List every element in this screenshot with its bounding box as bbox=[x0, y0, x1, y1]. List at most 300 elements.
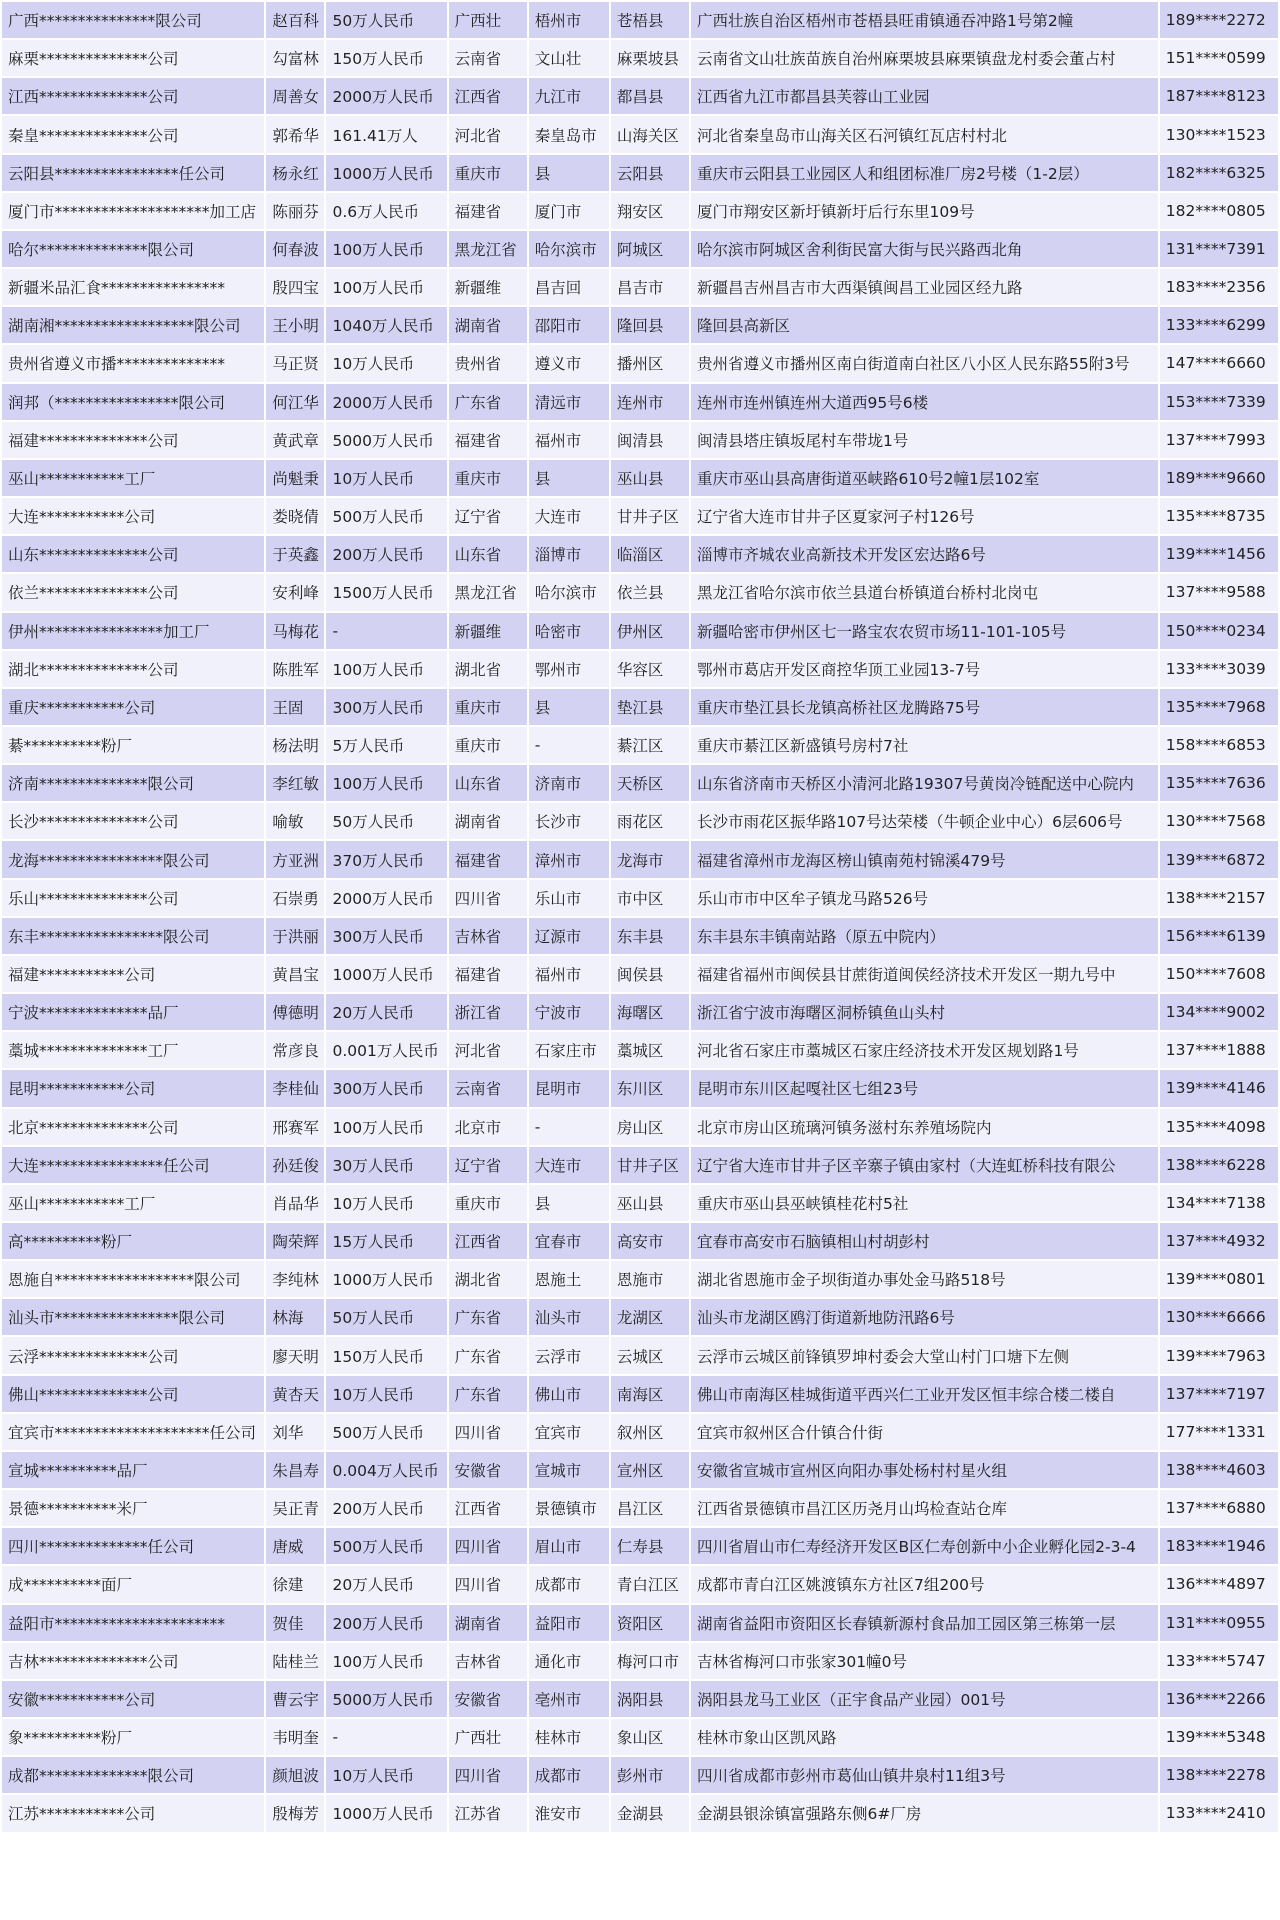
address-cell: 宜春市高安市石脑镇相山村胡彭村 bbox=[691, 1223, 1158, 1259]
company-name-cell: 福建**************公司 bbox=[2, 422, 264, 458]
registered-capital-cell: 500万人民币 bbox=[326, 498, 446, 534]
address-cell: 广西壮族自治区梧州市苍梧县旺甫镇通吞冲路1号第2幢 bbox=[691, 2, 1158, 38]
city-cell: 昆明市 bbox=[529, 1070, 609, 1106]
company-name-cell: 贵州省遵义市播************** bbox=[2, 345, 264, 381]
table-row bbox=[2, 536, 1278, 572]
contact-name-cell: 韦明奎 bbox=[266, 1719, 324, 1755]
province-cell: 四川省 bbox=[449, 1757, 527, 1793]
district-cell: 宣州区 bbox=[611, 1452, 689, 1488]
province-cell: 福建省 bbox=[449, 422, 527, 458]
table-row bbox=[2, 841, 1278, 877]
contact-name-cell: 刘华 bbox=[266, 1414, 324, 1450]
address-cell: 云南省文山壮族苗族自治州麻栗坡县麻栗镇盘龙村委会董占村 bbox=[691, 40, 1158, 76]
table-row bbox=[2, 155, 1278, 191]
city-cell: 石家庄市 bbox=[529, 1032, 609, 1068]
city-cell: 昌吉回 bbox=[529, 269, 609, 305]
district-cell: 恩施市 bbox=[611, 1261, 689, 1297]
registered-capital-cell: 1000万人民币 bbox=[326, 1261, 446, 1297]
table-row bbox=[2, 689, 1278, 725]
contact-name-cell: 贺佳 bbox=[266, 1605, 324, 1641]
phone-cell: 182****6325 bbox=[1160, 155, 1278, 191]
phone-cell: 177****1331 bbox=[1160, 1414, 1278, 1450]
company-name-cell: 安徽***********公司 bbox=[2, 1681, 264, 1717]
registered-capital-cell: 100万人民币 bbox=[326, 765, 446, 801]
address-cell: 江西省景德镇市昌江区历尧月山坞检查站仓库 bbox=[691, 1490, 1158, 1526]
city-cell: 哈密市 bbox=[529, 613, 609, 649]
table-row bbox=[2, 994, 1278, 1030]
city-cell: 县 bbox=[529, 689, 609, 725]
district-cell: 闽侯县 bbox=[611, 956, 689, 992]
city-cell: 遵义市 bbox=[529, 345, 609, 381]
district-cell: 涡阳县 bbox=[611, 1681, 689, 1717]
table-row bbox=[2, 384, 1278, 420]
city-cell: 通化市 bbox=[529, 1643, 609, 1679]
address-cell: 长沙市雨花区振华路107号达荣楼（牛顿企业中心）6层606号 bbox=[691, 803, 1158, 839]
address-cell: 金湖县银涂镇富强路东侧6#厂房 bbox=[691, 1795, 1158, 1831]
contact-name-cell: 喻敏 bbox=[266, 803, 324, 839]
district-cell: 资阳区 bbox=[611, 1605, 689, 1641]
contact-name-cell: 陈胜军 bbox=[266, 651, 324, 687]
phone-cell: 189****9660 bbox=[1160, 460, 1278, 496]
contact-name-cell: 肖品华 bbox=[266, 1185, 324, 1221]
city-cell: 福州市 bbox=[529, 956, 609, 992]
registered-capital-cell: 50万人民币 bbox=[326, 803, 446, 839]
table-row bbox=[2, 880, 1278, 916]
contact-name-cell: 林海 bbox=[266, 1299, 324, 1335]
company-name-cell: 成**********面厂 bbox=[2, 1566, 264, 1602]
table-row bbox=[2, 40, 1278, 76]
contact-name-cell: 常彦良 bbox=[266, 1032, 324, 1068]
phone-cell: 134****9002 bbox=[1160, 994, 1278, 1030]
city-cell: 大连市 bbox=[529, 498, 609, 534]
registered-capital-cell: 0.6万人民币 bbox=[326, 193, 446, 229]
phone-cell: 137****7197 bbox=[1160, 1376, 1278, 1412]
phone-cell: 147****6660 bbox=[1160, 345, 1278, 381]
address-cell: 江西省九江市都昌县芙蓉山工业园 bbox=[691, 78, 1158, 114]
table-row bbox=[2, 1490, 1278, 1526]
phone-cell: 139****4146 bbox=[1160, 1070, 1278, 1106]
province-cell: 广西壮 bbox=[449, 2, 527, 38]
registered-capital-cell: 30万人民币 bbox=[326, 1147, 446, 1183]
district-cell: 龙湖区 bbox=[611, 1299, 689, 1335]
company-name-cell: 伊州****************加工厂 bbox=[2, 613, 264, 649]
phone-cell: 150****0234 bbox=[1160, 613, 1278, 649]
registered-capital-cell: 20万人民币 bbox=[326, 994, 446, 1030]
contact-name-cell: 黄杏天 bbox=[266, 1376, 324, 1412]
city-cell: 哈尔滨市 bbox=[529, 574, 609, 610]
company-name-cell: 恩施自******************限公司 bbox=[2, 1261, 264, 1297]
province-cell: 吉林省 bbox=[449, 918, 527, 954]
province-cell: 新疆维 bbox=[449, 269, 527, 305]
address-cell: 湖南省益阳市资阳区长春镇新源村食品加工园区第三栋第一层 bbox=[691, 1605, 1158, 1641]
phone-cell: 189****2272 bbox=[1160, 2, 1278, 38]
address-cell: 桂林市象山区凯风路 bbox=[691, 1719, 1158, 1755]
province-cell: 黑龙江省 bbox=[449, 231, 527, 267]
district-cell: 雨花区 bbox=[611, 803, 689, 839]
contact-name-cell: 方亚洲 bbox=[266, 841, 324, 877]
phone-cell: 138****4603 bbox=[1160, 1452, 1278, 1488]
phone-cell: 135****7636 bbox=[1160, 765, 1278, 801]
phone-cell: 135****8735 bbox=[1160, 498, 1278, 534]
city-cell: 景德镇市 bbox=[529, 1490, 609, 1526]
province-cell: 福建省 bbox=[449, 956, 527, 992]
address-cell: 涡阳县龙马工业区（正宇食品产业园）001号 bbox=[691, 1681, 1158, 1717]
registered-capital-cell: 1040万人民币 bbox=[326, 307, 446, 343]
phone-cell: 134****7138 bbox=[1160, 1185, 1278, 1221]
contact-name-cell: 邢赛军 bbox=[266, 1109, 324, 1145]
registered-capital-cell: 100万人民币 bbox=[326, 1643, 446, 1679]
contact-name-cell: 廖天明 bbox=[266, 1337, 324, 1373]
district-cell: 龙海市 bbox=[611, 841, 689, 877]
phone-cell: 158****6853 bbox=[1160, 727, 1278, 763]
city-cell: 宜春市 bbox=[529, 1223, 609, 1259]
address-cell: 东丰县东丰镇南站路（原五中院内） bbox=[691, 918, 1158, 954]
address-cell: 吉林省梅河口市张家301幢0号 bbox=[691, 1643, 1158, 1679]
registered-capital-cell: 500万人民币 bbox=[326, 1528, 446, 1564]
company-name-cell: 藁城**************工厂 bbox=[2, 1032, 264, 1068]
table-row bbox=[2, 422, 1278, 458]
city-cell: 长沙市 bbox=[529, 803, 609, 839]
phone-cell: 139****6872 bbox=[1160, 841, 1278, 877]
contact-name-cell: 勾富林 bbox=[266, 40, 324, 76]
address-cell: 宜宾市叙州区合什镇合什街 bbox=[691, 1414, 1158, 1450]
registered-capital-cell: 10万人民币 bbox=[326, 1376, 446, 1412]
company-name-cell: 四川**************任公司 bbox=[2, 1528, 264, 1564]
company-name-cell: 昆明***********公司 bbox=[2, 1070, 264, 1106]
address-cell: 哈尔滨市阿城区舍利街民富大街与民兴路西北角 bbox=[691, 231, 1158, 267]
city-cell: 桂林市 bbox=[529, 1719, 609, 1755]
registered-capital-cell: 10万人民币 bbox=[326, 1757, 446, 1793]
registered-capital-cell: 20万人民币 bbox=[326, 1566, 446, 1602]
company-name-cell: 北京**************公司 bbox=[2, 1109, 264, 1145]
table-row bbox=[2, 1185, 1278, 1221]
table-row bbox=[2, 1070, 1278, 1106]
contact-name-cell: 石崇勇 bbox=[266, 880, 324, 916]
contact-name-cell: 傅德明 bbox=[266, 994, 324, 1030]
company-name-cell: 湖北**************公司 bbox=[2, 651, 264, 687]
company-name-cell: 济南**************限公司 bbox=[2, 765, 264, 801]
table-row bbox=[2, 1605, 1278, 1641]
contact-name-cell: 徐建 bbox=[266, 1566, 324, 1602]
address-cell: 辽宁省大连市甘井子区辛寨子镇由家村（大连虹桥科技有限公 bbox=[691, 1147, 1158, 1183]
province-cell: 安徽省 bbox=[449, 1452, 527, 1488]
district-cell: 叙州区 bbox=[611, 1414, 689, 1450]
district-cell: 都昌县 bbox=[611, 78, 689, 114]
city-cell: 汕头市 bbox=[529, 1299, 609, 1335]
address-cell: 汕头市龙湖区鸥汀街道新地防汛路6号 bbox=[691, 1299, 1158, 1335]
address-cell: 重庆市巫山县巫峡镇桂花村5社 bbox=[691, 1185, 1158, 1221]
phone-cell: 182****0805 bbox=[1160, 193, 1278, 229]
province-cell: 重庆市 bbox=[449, 689, 527, 725]
province-cell: 广东省 bbox=[449, 1299, 527, 1335]
province-cell: 新疆维 bbox=[449, 613, 527, 649]
contact-name-cell: 于洪丽 bbox=[266, 918, 324, 954]
province-cell: 四川省 bbox=[449, 1528, 527, 1564]
company-name-cell: 哈尔**************限公司 bbox=[2, 231, 264, 267]
company-name-cell: 东丰****************限公司 bbox=[2, 918, 264, 954]
phone-cell: 131****0955 bbox=[1160, 1605, 1278, 1641]
contact-name-cell: 黄昌宝 bbox=[266, 956, 324, 992]
phone-cell: 133****2410 bbox=[1160, 1795, 1278, 1831]
city-cell: 宣城市 bbox=[529, 1452, 609, 1488]
province-cell: 吉林省 bbox=[449, 1643, 527, 1679]
company-name-cell: 广西***************限公司 bbox=[2, 2, 264, 38]
table-row bbox=[2, 498, 1278, 534]
district-cell: 巫山县 bbox=[611, 460, 689, 496]
province-cell: 湖南省 bbox=[449, 1605, 527, 1641]
province-cell: 河北省 bbox=[449, 116, 527, 152]
table-row bbox=[2, 956, 1278, 992]
province-cell: 江西省 bbox=[449, 1223, 527, 1259]
province-cell: 重庆市 bbox=[449, 155, 527, 191]
company-name-cell: 山东**************公司 bbox=[2, 536, 264, 572]
table-row bbox=[2, 1376, 1278, 1412]
table-row bbox=[2, 1795, 1278, 1831]
contact-name-cell: 杨法明 bbox=[266, 727, 324, 763]
registered-capital-cell: 50万人民币 bbox=[326, 1299, 446, 1335]
province-cell: 黑龙江省 bbox=[449, 574, 527, 610]
phone-cell: 137****1888 bbox=[1160, 1032, 1278, 1068]
company-name-cell: 云浮**************公司 bbox=[2, 1337, 264, 1373]
city-cell: 县 bbox=[529, 460, 609, 496]
registered-capital-cell: 5000万人民币 bbox=[326, 1681, 446, 1717]
province-cell: 山东省 bbox=[449, 536, 527, 572]
city-cell: 漳州市 bbox=[529, 841, 609, 877]
company-name-cell: 重庆***********公司 bbox=[2, 689, 264, 725]
contact-name-cell: 周善女 bbox=[266, 78, 324, 114]
table-row bbox=[2, 613, 1278, 649]
contact-name-cell: 孙廷俊 bbox=[266, 1147, 324, 1183]
city-cell: 乐山市 bbox=[529, 880, 609, 916]
city-cell: 云浮市 bbox=[529, 1337, 609, 1373]
contact-name-cell: 赵百科 bbox=[266, 2, 324, 38]
city-cell: 大连市 bbox=[529, 1147, 609, 1183]
table-row bbox=[2, 1109, 1278, 1145]
address-cell: 重庆市云阳县工业园区人和组团标准厂房2号楼（1-2层） bbox=[691, 155, 1158, 191]
contact-name-cell: 安利峰 bbox=[266, 574, 324, 610]
table-row bbox=[2, 1261, 1278, 1297]
phone-cell: 133****5747 bbox=[1160, 1643, 1278, 1679]
address-cell: 连州市连州镇连州大道西95号6楼 bbox=[691, 384, 1158, 420]
registered-capital-cell: 10万人民币 bbox=[326, 345, 446, 381]
address-cell: 福建省漳州市龙海区榜山镇南苑村锦溪479号 bbox=[691, 841, 1158, 877]
address-cell: 云浮市云城区前锋镇罗坤村委会大堂山村门口塘下左侧 bbox=[691, 1337, 1158, 1373]
registered-capital-cell: 1000万人民币 bbox=[326, 1795, 446, 1831]
district-cell: 金湖县 bbox=[611, 1795, 689, 1831]
contact-name-cell: 马正贤 bbox=[266, 345, 324, 381]
city-cell: 县 bbox=[529, 155, 609, 191]
table-row bbox=[2, 2, 1278, 38]
company-name-cell: 宣城**********品厂 bbox=[2, 1452, 264, 1488]
registered-capital-cell: 300万人民币 bbox=[326, 1070, 446, 1106]
contact-name-cell: 陈丽芬 bbox=[266, 193, 324, 229]
city-cell: 鄂州市 bbox=[529, 651, 609, 687]
registered-capital-cell: 2000万人民币 bbox=[326, 880, 446, 916]
phone-cell: 136****2266 bbox=[1160, 1681, 1278, 1717]
city-cell: 恩施土 bbox=[529, 1261, 609, 1297]
city-cell: 县 bbox=[529, 1185, 609, 1221]
phone-cell: 150****7608 bbox=[1160, 956, 1278, 992]
province-cell: 河北省 bbox=[449, 1032, 527, 1068]
district-cell: 东丰县 bbox=[611, 918, 689, 954]
district-cell: 隆回县 bbox=[611, 307, 689, 343]
company-name-cell: 新疆米品汇食**************** bbox=[2, 269, 264, 305]
table-row bbox=[2, 803, 1278, 839]
company-name-cell: 吉林**************公司 bbox=[2, 1643, 264, 1679]
table-row bbox=[2, 1528, 1278, 1564]
registered-capital-cell: 370万人民币 bbox=[326, 841, 446, 877]
district-cell: 梅河口市 bbox=[611, 1643, 689, 1679]
province-cell: 云南省 bbox=[449, 1070, 527, 1106]
phone-cell: 139****1456 bbox=[1160, 536, 1278, 572]
phone-cell: 130****6666 bbox=[1160, 1299, 1278, 1335]
district-cell: 昌吉市 bbox=[611, 269, 689, 305]
district-cell: 连州市 bbox=[611, 384, 689, 420]
company-name-cell: 龙海****************限公司 bbox=[2, 841, 264, 877]
address-cell: 安徽省宣城市宣州区向阳办事处杨村村星火组 bbox=[691, 1452, 1158, 1488]
table-row bbox=[2, 1643, 1278, 1679]
contact-name-cell: 颜旭波 bbox=[266, 1757, 324, 1793]
phone-cell: 153****7339 bbox=[1160, 384, 1278, 420]
table-row bbox=[2, 1452, 1278, 1488]
district-cell: 阿城区 bbox=[611, 231, 689, 267]
phone-cell: 136****4897 bbox=[1160, 1566, 1278, 1602]
city-cell: 哈尔滨市 bbox=[529, 231, 609, 267]
district-cell: 昌江区 bbox=[611, 1490, 689, 1526]
company-name-cell: 宁波**************品厂 bbox=[2, 994, 264, 1030]
phone-cell: 138****6228 bbox=[1160, 1147, 1278, 1183]
company-name-cell: 江西**************公司 bbox=[2, 78, 264, 114]
district-cell: 綦江区 bbox=[611, 727, 689, 763]
city-cell: 淮安市 bbox=[529, 1795, 609, 1831]
district-cell: 房山区 bbox=[611, 1109, 689, 1145]
district-cell: 华容区 bbox=[611, 651, 689, 687]
table-row bbox=[2, 1681, 1278, 1717]
district-cell: 天桥区 bbox=[611, 765, 689, 801]
company-name-cell: 麻栗**************公司 bbox=[2, 40, 264, 76]
city-cell: 亳州市 bbox=[529, 1681, 609, 1717]
district-cell: 依兰县 bbox=[611, 574, 689, 610]
district-cell: 青白江区 bbox=[611, 1566, 689, 1602]
company-name-cell: 成都**************限公司 bbox=[2, 1757, 264, 1793]
district-cell: 伊州区 bbox=[611, 613, 689, 649]
province-cell: 重庆市 bbox=[449, 727, 527, 763]
contact-name-cell: 王小明 bbox=[266, 307, 324, 343]
company-name-cell: 巫山***********工厂 bbox=[2, 1185, 264, 1221]
table-row bbox=[2, 193, 1278, 229]
phone-cell: 156****6139 bbox=[1160, 918, 1278, 954]
city-cell: 邵阳市 bbox=[529, 307, 609, 343]
address-cell: 河北省石家庄市藁城区石家庄经济技术开发区规划路1号 bbox=[691, 1032, 1158, 1068]
company-name-cell: 大连***********公司 bbox=[2, 498, 264, 534]
phone-cell: 138****2278 bbox=[1160, 1757, 1278, 1793]
table-row bbox=[2, 1566, 1278, 1602]
province-cell: 广东省 bbox=[449, 1376, 527, 1412]
contact-name-cell: 李桂仙 bbox=[266, 1070, 324, 1106]
phone-cell: 130****1523 bbox=[1160, 116, 1278, 152]
city-cell: 福州市 bbox=[529, 422, 609, 458]
registered-capital-cell: 200万人民币 bbox=[326, 536, 446, 572]
company-name-cell: 乐山**************公司 bbox=[2, 880, 264, 916]
address-cell: 北京市房山区琉璃河镇务滋村东养殖场院内 bbox=[691, 1109, 1158, 1145]
province-cell: 广西壮 bbox=[449, 1719, 527, 1755]
table-row bbox=[2, 460, 1278, 496]
district-cell: 高安市 bbox=[611, 1223, 689, 1259]
city-cell: 眉山市 bbox=[529, 1528, 609, 1564]
address-cell: 福建省福州市闽侯县甘蔗街道闽侯经济技术开发区一期九号中 bbox=[691, 956, 1158, 992]
province-cell: 四川省 bbox=[449, 1566, 527, 1602]
registered-capital-cell: 150万人民币 bbox=[326, 1337, 446, 1373]
company-name-cell: 巫山***********工厂 bbox=[2, 460, 264, 496]
district-cell: 象山区 bbox=[611, 1719, 689, 1755]
district-cell: 苍梧县 bbox=[611, 2, 689, 38]
address-cell: 贵州省遵义市播州区南白街道南白社区八小区人民东路55附3号 bbox=[691, 345, 1158, 381]
registered-capital-cell: 2000万人民币 bbox=[326, 384, 446, 420]
phone-cell: 183****1946 bbox=[1160, 1528, 1278, 1564]
contact-name-cell: 吴正青 bbox=[266, 1490, 324, 1526]
table-row bbox=[2, 1147, 1278, 1183]
registered-capital-cell: 500万人民币 bbox=[326, 1414, 446, 1450]
address-cell: 四川省眉山市仁寿经济开发区B区仁寿创新中小企业孵化园2-3-4 bbox=[691, 1528, 1158, 1564]
city-cell: - bbox=[529, 727, 609, 763]
company-name-cell: 润邦（****************限公司 bbox=[2, 384, 264, 420]
company-name-cell: 秦皇**************公司 bbox=[2, 116, 264, 152]
district-cell: 甘井子区 bbox=[611, 1147, 689, 1183]
registered-capital-cell: 150万人民币 bbox=[326, 40, 446, 76]
contact-name-cell: 娄晓倩 bbox=[266, 498, 324, 534]
phone-cell: 138****2157 bbox=[1160, 880, 1278, 916]
company-name-cell: 景德**********米厂 bbox=[2, 1490, 264, 1526]
phone-cell: 137****9588 bbox=[1160, 574, 1278, 610]
registered-capital-cell: 100万人民币 bbox=[326, 1109, 446, 1145]
registered-capital-cell: 0.004万人民币 bbox=[326, 1452, 446, 1488]
city-cell: 成都市 bbox=[529, 1757, 609, 1793]
city-cell: 成都市 bbox=[529, 1566, 609, 1602]
table-row bbox=[2, 231, 1278, 267]
company-name-cell: 云阳县****************任公司 bbox=[2, 155, 264, 191]
registered-capital-cell: 1500万人民币 bbox=[326, 574, 446, 610]
table-body bbox=[2, 2, 1278, 1832]
contact-name-cell: 殷四宝 bbox=[266, 269, 324, 305]
province-cell: 江西省 bbox=[449, 78, 527, 114]
city-cell: 文山壮 bbox=[529, 40, 609, 76]
company-name-cell: 长沙**************公司 bbox=[2, 803, 264, 839]
city-cell: 宜宾市 bbox=[529, 1414, 609, 1450]
table-row bbox=[2, 574, 1278, 610]
address-cell: 浙江省宁波市海曙区洞桥镇鱼山头村 bbox=[691, 994, 1158, 1030]
address-cell: 乐山市市中区牟子镇龙马路526号 bbox=[691, 880, 1158, 916]
district-cell: 播州区 bbox=[611, 345, 689, 381]
registered-capital-cell: 100万人民币 bbox=[326, 651, 446, 687]
registered-capital-cell: 5万人民币 bbox=[326, 727, 446, 763]
registered-capital-cell: 0.001万人民币 bbox=[326, 1032, 446, 1068]
table-row bbox=[2, 918, 1278, 954]
district-cell: 甘井子区 bbox=[611, 498, 689, 534]
registered-capital-cell: 2000万人民币 bbox=[326, 78, 446, 114]
table-row bbox=[2, 651, 1278, 687]
contact-name-cell: 郭希华 bbox=[266, 116, 324, 152]
city-cell: 辽源市 bbox=[529, 918, 609, 954]
phone-cell: 137****7993 bbox=[1160, 422, 1278, 458]
registered-capital-cell: 100万人民币 bbox=[326, 269, 446, 305]
table-row bbox=[2, 307, 1278, 343]
company-name-cell: 宜宾市********************任公司 bbox=[2, 1414, 264, 1450]
contact-name-cell: 李红敏 bbox=[266, 765, 324, 801]
contact-name-cell: 唐威 bbox=[266, 1528, 324, 1564]
contact-name-cell: 曹云宇 bbox=[266, 1681, 324, 1717]
phone-cell: 139****7963 bbox=[1160, 1337, 1278, 1373]
address-cell: 昆明市东川区起嘎社区七组23号 bbox=[691, 1070, 1158, 1106]
